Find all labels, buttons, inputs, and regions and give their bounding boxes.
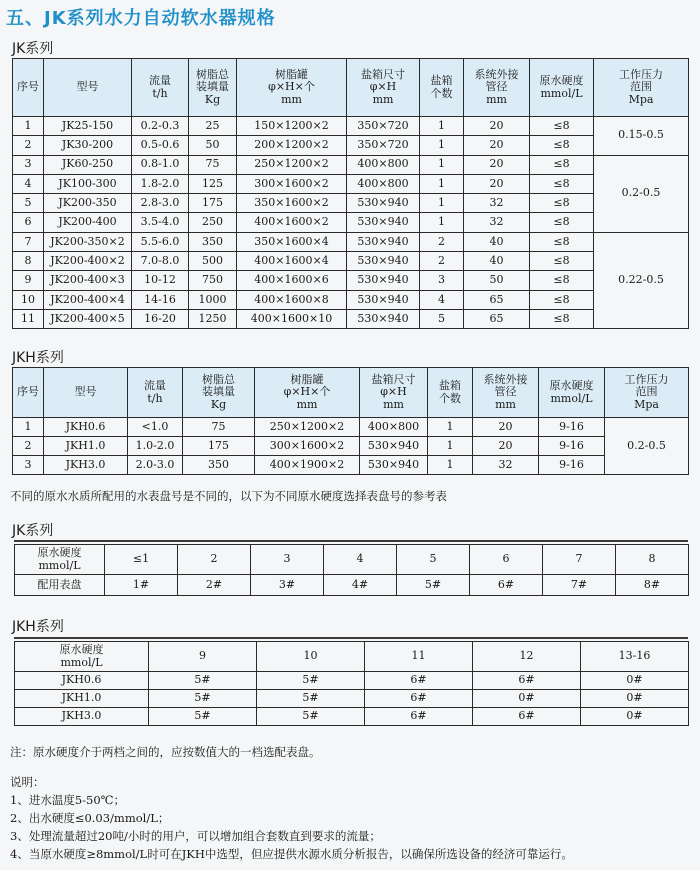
table-cell: 3 <box>420 271 464 290</box>
table-cell: 125 <box>189 174 237 193</box>
table-row <box>13 418 689 437</box>
table-cell: 530×940 <box>360 456 428 475</box>
table-cell: 175 <box>189 194 237 213</box>
hardness-cell: 12 <box>473 642 581 672</box>
table-cell: ≤8 <box>530 271 594 290</box>
table-cell: 20 <box>464 136 530 155</box>
table-cell: 65 <box>464 309 530 328</box>
table-cell: 400×1900×2 <box>255 456 360 475</box>
table-row <box>13 174 689 193</box>
table-cell: 400×1600×6 <box>237 271 347 290</box>
jk-spec-section-title: JK系列 <box>12 41 54 57</box>
table-cell: JKH0.6 <box>44 418 128 437</box>
column-header: 型号 <box>44 368 128 418</box>
table-cell: 40 <box>464 232 530 251</box>
table-cell: 20 <box>473 437 539 456</box>
table-cell: 2.0-3.0 <box>128 456 183 475</box>
table-cell: 1 <box>420 213 464 232</box>
table-cell: 750 <box>189 271 237 290</box>
table-cell: 400×800 <box>347 174 420 193</box>
table-cell: 0.5-0.6 <box>132 136 189 155</box>
table-cell: 9-16 <box>539 437 605 456</box>
table-cell: ≤8 <box>530 252 594 271</box>
table-cell: 16-20 <box>132 309 189 328</box>
table-cell: 1 <box>428 418 473 437</box>
column-header: 工作压力 范围 Mpa <box>605 368 689 418</box>
table-cell: <1.0 <box>128 418 183 437</box>
table-cell: JKH3.0 <box>44 456 128 475</box>
column-header: 工作压力 范围 Mpa <box>594 59 689 117</box>
table-cell: 32 <box>464 194 530 213</box>
hardness-cell: 2 <box>178 545 251 575</box>
column-header: 系统外接 管径 mm <box>464 59 530 117</box>
jk-spec-table <box>12 58 689 329</box>
table-cell: 250×1200×2 <box>255 418 360 437</box>
table-cell: 2 <box>13 437 44 456</box>
dial-cell: 5# <box>397 575 470 596</box>
table-cell: 350×720 <box>347 117 420 136</box>
table-cell: 75 <box>183 418 255 437</box>
row-header: 原水硬度 mmol/L <box>15 545 105 575</box>
table-cell: 20 <box>473 418 539 437</box>
table-cell: 1 <box>420 136 464 155</box>
table-row <box>15 575 689 596</box>
table-cell: 20 <box>464 174 530 193</box>
table-cell: ≤8 <box>530 290 594 309</box>
hardness-cell: 7 <box>543 545 616 575</box>
table-cell: 4 <box>420 290 464 309</box>
hardness-cell: ≤1 <box>105 545 178 575</box>
table-cell: 1 <box>420 194 464 213</box>
jkh-dial-table <box>14 641 689 726</box>
intro-note: 不同的原水水质所配用的水表盘号是不同的，以下为不同原水硬度选择表盘号的参考表 <box>10 489 447 503</box>
column-header: 流量 t/h <box>132 59 189 117</box>
table-cell: 530×940 <box>347 232 420 251</box>
column-header: 盐箱尺寸 φ×H mm <box>360 368 428 418</box>
table-row <box>13 271 689 290</box>
page-title: 五、JK系列水力自动软水器规格 <box>6 8 276 29</box>
table-row <box>13 437 689 456</box>
dial-cell: 6# <box>470 575 543 596</box>
table-row <box>15 545 689 575</box>
table-cell: 400×1600×4 <box>237 252 347 271</box>
table-cell: 400×1600×8 <box>237 290 347 309</box>
column-header: 序号 <box>13 368 44 418</box>
table-cell: 65 <box>464 290 530 309</box>
table-cell: 530×940 <box>347 213 420 232</box>
hardness-cell: 10 <box>257 642 365 672</box>
dial-cell: 5# <box>149 708 257 726</box>
table-cell: 1250 <box>189 309 237 328</box>
hardness-cell: 3 <box>251 545 324 575</box>
hardness-cell: 11 <box>365 642 473 672</box>
dial-cell: 0# <box>581 690 689 708</box>
table-cell: 2 <box>13 136 44 155</box>
table-cell: 1 <box>420 174 464 193</box>
dial-cell: 0# <box>473 690 581 708</box>
column-header: 树脂总 装填量 Kg <box>189 59 237 117</box>
table-row <box>15 672 689 690</box>
table-cell: 200×1200×2 <box>237 136 347 155</box>
table-cell: 250×1200×2 <box>237 155 347 174</box>
table-cell: 75 <box>189 155 237 174</box>
table-cell: 20 <box>464 155 530 174</box>
table-cell: 350×1600×4 <box>237 232 347 251</box>
note-item: 1、进水温度5-50℃； <box>10 793 126 807</box>
dial-cell: 6# <box>365 672 473 690</box>
model-cell: JKH3.0 <box>15 708 149 726</box>
row-header: 原水硬度 mmol/L <box>15 642 149 672</box>
column-header: 原水硬度 mmol/L <box>539 368 605 418</box>
column-header: 流量 t/h <box>128 368 183 418</box>
table-cell: JK100-300 <box>44 174 132 193</box>
divider <box>14 637 688 639</box>
table-cell: JK200-400×5 <box>44 309 132 328</box>
note-item: 3、处理流量超过20吨/小时的用户，可以增加组合套数直到要求的流量； <box>10 829 381 843</box>
hardness-cell: 9 <box>149 642 257 672</box>
table-cell: 530×940 <box>347 309 420 328</box>
column-header: 序号 <box>13 59 44 117</box>
table-cell: 9-16 <box>539 418 605 437</box>
table-cell: 530×940 <box>347 252 420 271</box>
column-header: 型号 <box>44 59 132 117</box>
table-cell: 250 <box>189 213 237 232</box>
table-cell: 1 <box>420 155 464 174</box>
dial-cell: 8# <box>616 575 689 596</box>
table-cell: 10 <box>13 290 44 309</box>
table-cell: ≤8 <box>530 136 594 155</box>
dial-cell: 5# <box>257 690 365 708</box>
table-cell: 3.5-4.0 <box>132 213 189 232</box>
table-cell: 350×720 <box>347 136 420 155</box>
table-cell: 3 <box>13 155 44 174</box>
table-cell: 1 <box>428 456 473 475</box>
table-cell: JKH1.0 <box>44 437 128 456</box>
jk-dial-table <box>14 544 689 596</box>
jk-dial-section-title: JK系列 <box>12 523 54 539</box>
jkh-spec-table <box>12 367 689 475</box>
column-header: 盐箱 个数 <box>420 59 464 117</box>
hardness-cell: 4 <box>324 545 397 575</box>
column-header: 盐箱尺寸 φ×H mm <box>347 59 420 117</box>
table-row <box>13 252 689 271</box>
table-cell: 5.5-6.0 <box>132 232 189 251</box>
dial-cell: 7# <box>543 575 616 596</box>
note-item: 2、出水硬度≤0.03/mmol/L； <box>10 811 170 825</box>
pressure-range-cell: 0.15-0.5 <box>594 117 689 156</box>
column-header: 树脂罐 φ×H×个 mm <box>255 368 360 418</box>
dial-cell: 6# <box>473 708 581 726</box>
table-cell: 350×1600×2 <box>237 194 347 213</box>
table-cell: 350 <box>183 456 255 475</box>
table-cell: 50 <box>189 136 237 155</box>
table-cell: 50 <box>464 271 530 290</box>
table-cell: 175 <box>183 437 255 456</box>
pressure-range-cell: 0.2-0.5 <box>605 418 689 475</box>
table-cell: 40 <box>464 252 530 271</box>
table-cell: 150×1200×2 <box>237 117 347 136</box>
footnote: 注：原水硬度介于两档之间的，应按数值大的一档选配表盘。 <box>10 745 321 759</box>
table-cell: ≤8 <box>530 117 594 136</box>
pressure-range-cell: 0.2-0.5 <box>594 155 689 232</box>
table-row <box>13 155 689 174</box>
table-cell: JK60-250 <box>44 155 132 174</box>
column-header: 原水硬度 mmol/L <box>530 59 594 117</box>
dial-cell: 5# <box>149 690 257 708</box>
hardness-cell: 6 <box>470 545 543 575</box>
table-cell: 7 <box>13 232 44 251</box>
table-cell: 5 <box>13 194 44 213</box>
note-item: 4、当原水硬度≥8mmol/L时可在JKH中选型，但应提供水源水质分析报告，以确保所选设备的经济可靠运行。 <box>10 847 573 861</box>
table-row <box>13 456 689 475</box>
table-cell: 9 <box>13 271 44 290</box>
table-row <box>13 213 689 232</box>
table-cell: 530×940 <box>347 290 420 309</box>
table-cell: 1000 <box>189 290 237 309</box>
table-cell: JK200-350×2 <box>44 232 132 251</box>
table-row <box>15 642 689 672</box>
table-row <box>13 290 689 309</box>
table-cell: 530×940 <box>347 271 420 290</box>
hardness-cell: 8 <box>616 545 689 575</box>
table-cell: 400×1600×10 <box>237 309 347 328</box>
column-header: 树脂罐 φ×H×个 mm <box>237 59 347 117</box>
table-row <box>13 117 689 136</box>
dial-cell: 0# <box>581 708 689 726</box>
table-cell: ≤8 <box>530 213 594 232</box>
table-cell: 5 <box>420 309 464 328</box>
table-cell: 14-16 <box>132 290 189 309</box>
table-cell: JK200-400×4 <box>44 290 132 309</box>
dial-cell: 5# <box>257 708 365 726</box>
table-row <box>15 690 689 708</box>
dial-cell: 6# <box>365 708 473 726</box>
table-cell: 0.2-0.3 <box>132 117 189 136</box>
table-cell: JK200-350 <box>44 194 132 213</box>
table-cell: 300×1600×2 <box>255 437 360 456</box>
dial-cell: 1# <box>105 575 178 596</box>
table-row <box>13 232 689 251</box>
table-cell: JK200-400×3 <box>44 271 132 290</box>
table-cell: 6 <box>13 213 44 232</box>
dial-cell: 0# <box>581 672 689 690</box>
table-cell: 10-12 <box>132 271 189 290</box>
model-cell: JKH0.6 <box>15 672 149 690</box>
table-cell: 25 <box>189 117 237 136</box>
dial-cell: 6# <box>473 672 581 690</box>
table-cell: JK25-150 <box>44 117 132 136</box>
notes-title: 说明： <box>10 775 45 789</box>
table-cell: 32 <box>464 213 530 232</box>
table-cell: 20 <box>464 117 530 136</box>
table-row <box>13 309 689 328</box>
pressure-range-cell: 0.22-0.5 <box>594 232 689 328</box>
row-header: 配用表盘 <box>15 575 105 596</box>
jkh-dial-section-title: JKH系列 <box>12 619 64 635</box>
table-cell: 1.8-2.0 <box>132 174 189 193</box>
table-cell: 400×800 <box>347 155 420 174</box>
table-cell: 400×800 <box>360 418 428 437</box>
table-cell: 11 <box>13 309 44 328</box>
table-cell: 1 <box>420 117 464 136</box>
table-cell: 2 <box>420 252 464 271</box>
table-row <box>15 708 689 726</box>
table-cell: 32 <box>473 456 539 475</box>
column-header: 系统外接 管径 mm <box>473 368 539 418</box>
table-cell: 1 <box>13 117 44 136</box>
table-cell: 1 <box>428 437 473 456</box>
dial-cell: 4# <box>324 575 397 596</box>
table-cell: 7.0-8.0 <box>132 252 189 271</box>
table-cell: 1 <box>13 418 44 437</box>
table-cell: 8 <box>13 252 44 271</box>
hardness-cell: 5 <box>397 545 470 575</box>
table-cell: 2.8-3.0 <box>132 194 189 213</box>
column-header: 盐箱 个数 <box>428 368 473 418</box>
table-cell: ≤8 <box>530 232 594 251</box>
table-cell: 1.0-2.0 <box>128 437 183 456</box>
table-cell: 3 <box>13 456 44 475</box>
dial-cell: 5# <box>257 672 365 690</box>
table-cell: ≤8 <box>530 309 594 328</box>
table-cell: 350 <box>189 232 237 251</box>
table-cell: 300×1600×2 <box>237 174 347 193</box>
table-cell: JK200-400 <box>44 213 132 232</box>
dial-cell: 6# <box>365 690 473 708</box>
table-cell: 2 <box>420 232 464 251</box>
table-cell: 400×1600×2 <box>237 213 347 232</box>
table-cell: ≤8 <box>530 194 594 213</box>
dial-cell: 5# <box>149 672 257 690</box>
table-cell: 4 <box>13 174 44 193</box>
column-header: 树脂总 装填量 Kg <box>183 368 255 418</box>
table-row <box>13 194 689 213</box>
divider <box>14 540 688 542</box>
table-cell: 0.8-1.0 <box>132 155 189 174</box>
table-cell: ≤8 <box>530 155 594 174</box>
table-row <box>13 136 689 155</box>
dial-cell: 3# <box>251 575 324 596</box>
table-cell: 530×940 <box>347 194 420 213</box>
table-cell: ≤8 <box>530 174 594 193</box>
table-cell: JK30-200 <box>44 136 132 155</box>
jkh-spec-section-title: JKH系列 <box>12 350 64 366</box>
model-cell: JKH1.0 <box>15 690 149 708</box>
table-cell: 500 <box>189 252 237 271</box>
table-cell: 530×940 <box>360 437 428 456</box>
hardness-cell: 13-16 <box>581 642 689 672</box>
table-cell: 9-16 <box>539 456 605 475</box>
table-cell: JK200-400×2 <box>44 252 132 271</box>
dial-cell: 2# <box>178 575 251 596</box>
